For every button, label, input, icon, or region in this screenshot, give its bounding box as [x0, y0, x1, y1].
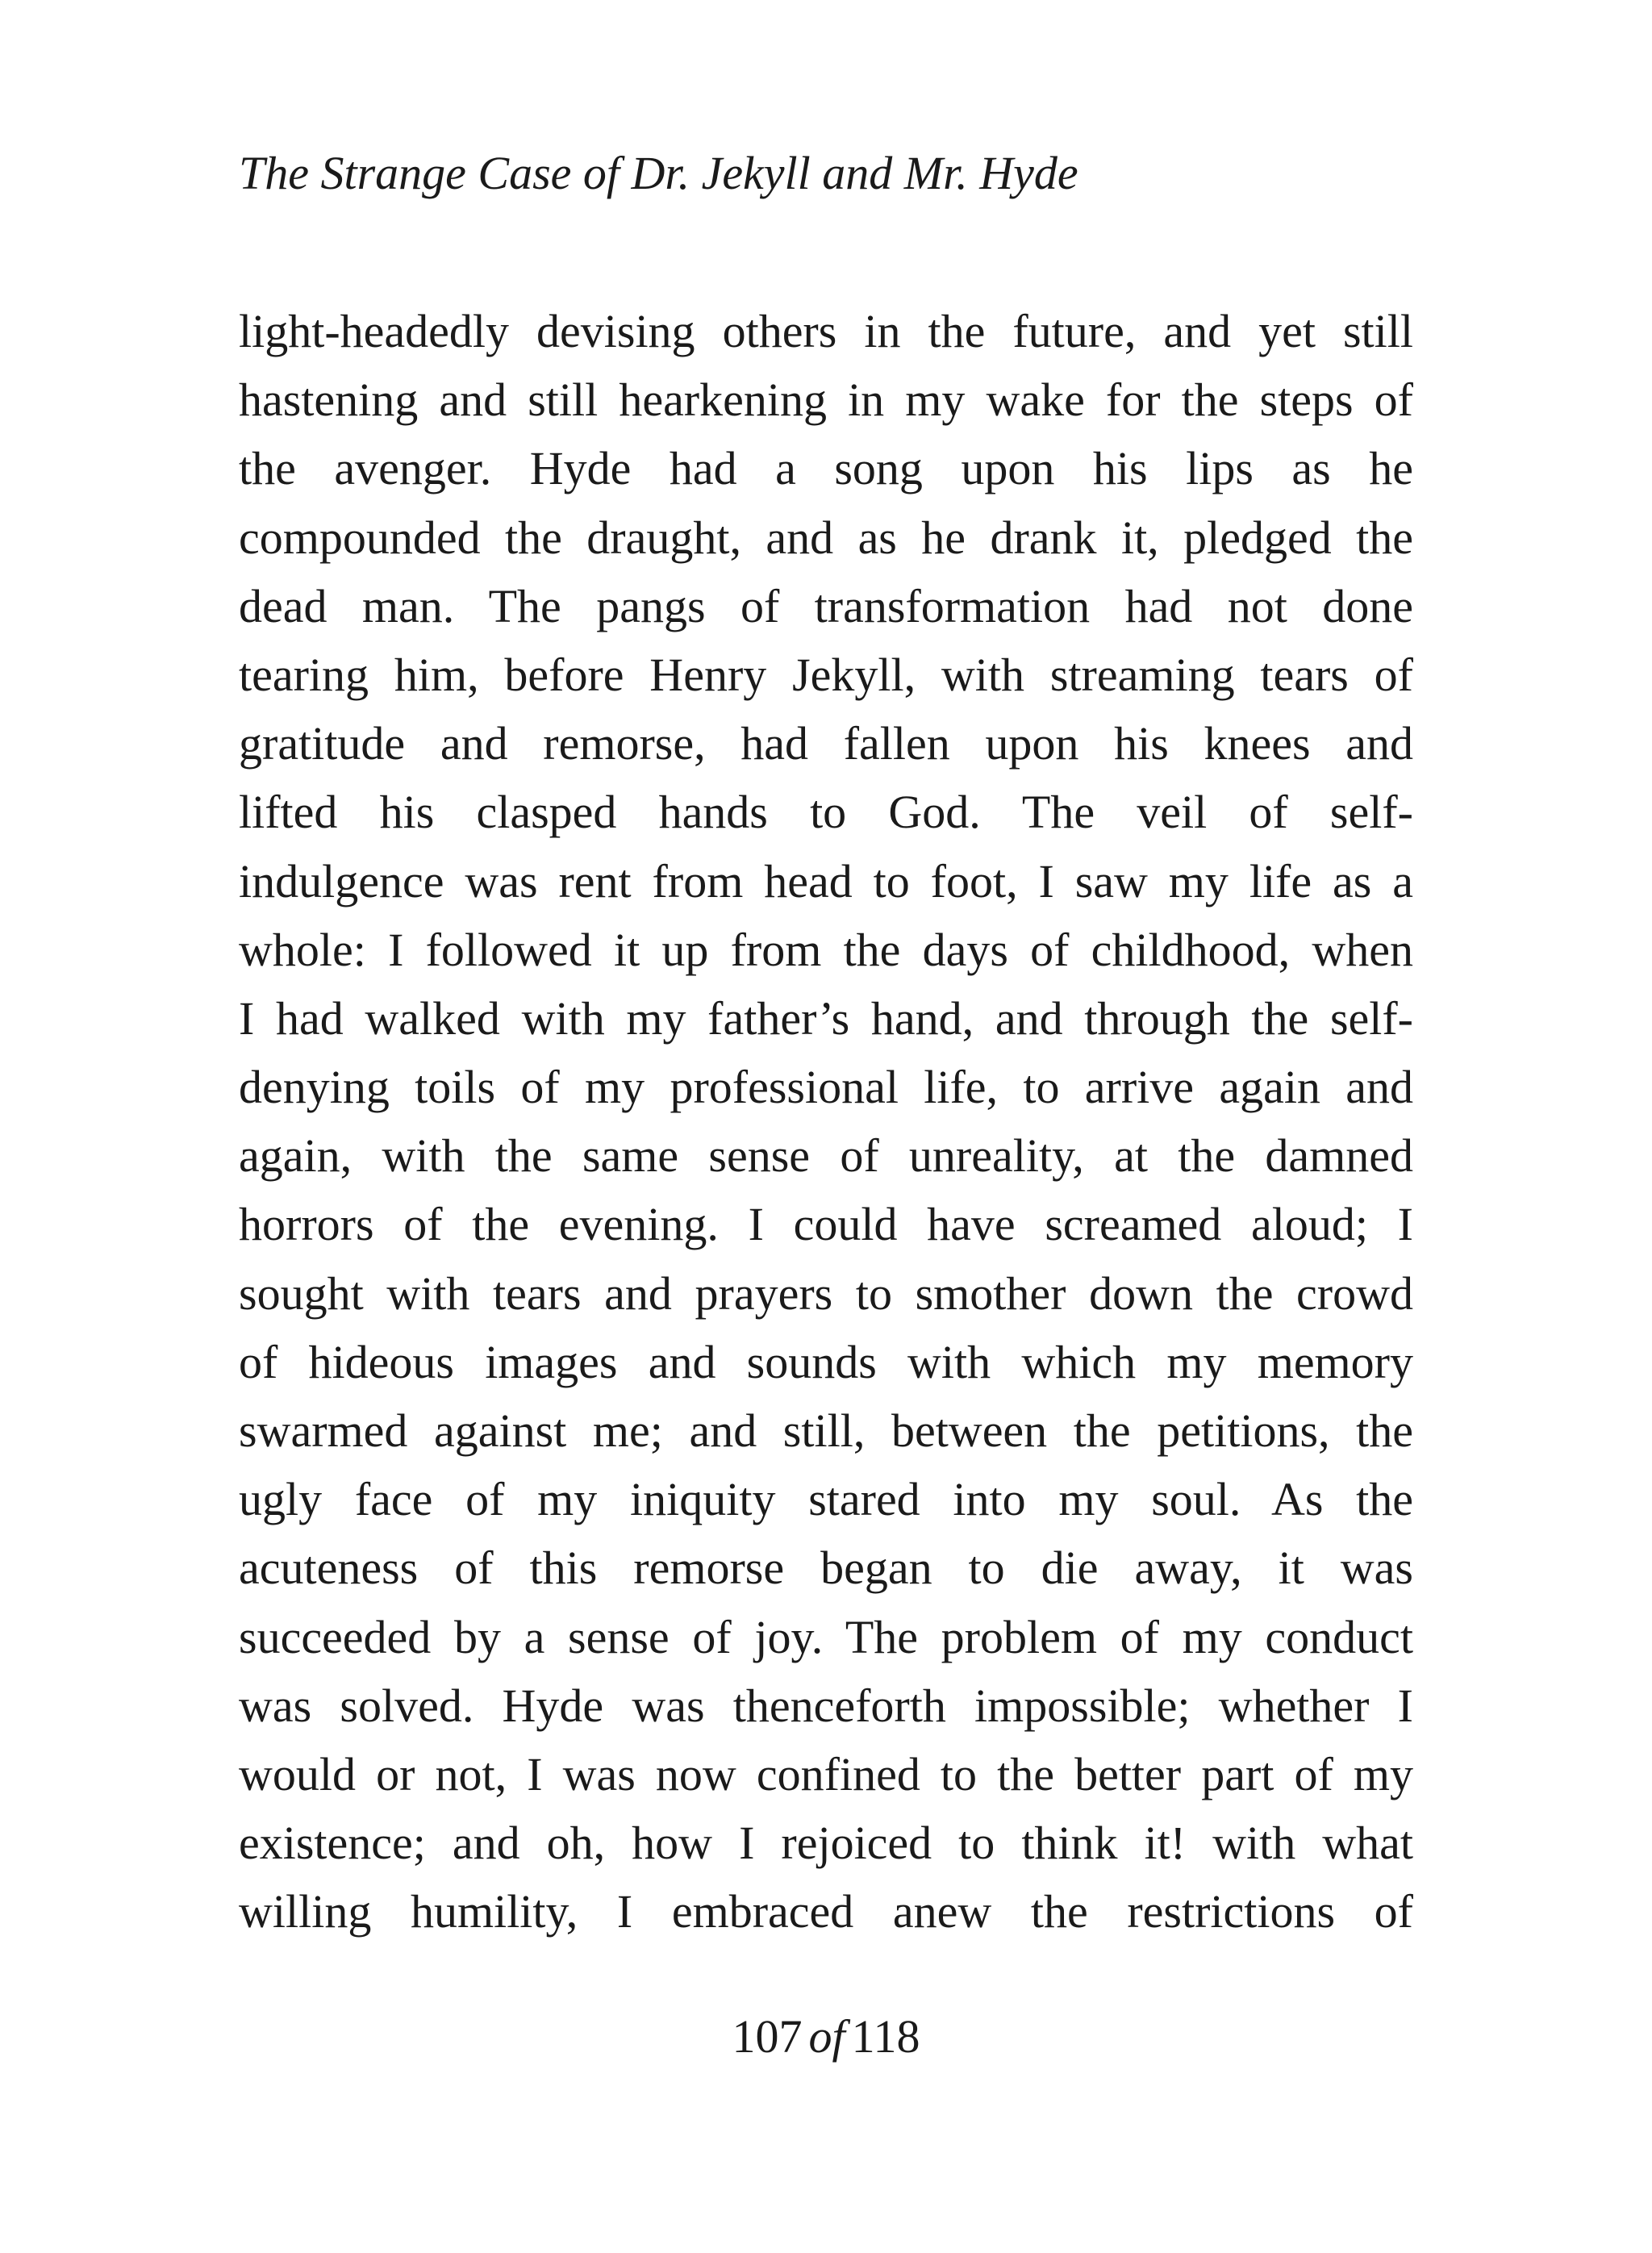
text-line: sought with tears and prayers to smother down the crowd: [239, 1266, 1413, 1320]
text-line: hastening and still hearkening in my wake for the steps of: [239, 373, 1413, 427]
current-page-number: 107: [732, 2010, 803, 2063]
text-line: acuteness of this remorse began to die away, it was: [239, 1542, 1413, 1595]
total-pages-number: 118: [851, 2010, 920, 2063]
text-line: I had walked with my father’s hand, and through the self-: [239, 991, 1413, 1045]
text-line: dead man. The pangs of transformation had not done: [239, 579, 1413, 632]
text-line: would or not, I was now confined to the better part of my: [239, 1747, 1413, 1800]
running-header-title: The Strange Case of Dr. Jekyll and Mr. Hyde: [239, 147, 1078, 199]
text-line: succeeded by a sense of joy. The problem of my conduct: [239, 1610, 1413, 1663]
text-line: light-headedly devising others in the future, and yet still: [239, 305, 1413, 357]
text-line: willing humility, I embraced anew the restrictions of: [239, 1885, 1413, 1938]
text-line: whole: I followed it up from the days of childhood, when: [239, 923, 1413, 976]
text-line: was solved. Hyde was thenceforth impossible; whether I: [239, 1679, 1413, 1732]
text-line: again, with the same sense of unreality, at the damned: [239, 1129, 1413, 1183]
text-line: denying toils of my professional life, to arrive again and: [239, 1061, 1413, 1114]
page-of-label: of: [808, 2010, 845, 2063]
text-line: compounded the draught, and as he drank it, pledged the: [239, 511, 1413, 564]
text-line: indulgence was rent from head to foot, I saw my life as a: [239, 854, 1413, 907]
text-line: horrors of the evening. I could have screamed aloud; I: [239, 1198, 1413, 1251]
text-line: the avenger. Hyde had a song upon his lips as he: [239, 442, 1413, 495]
text-line: ugly face of my iniquity stared into my soul. As the: [239, 1473, 1413, 1526]
text-line: existence; and oh, how I rejoiced to think it! with what: [239, 1817, 1413, 1870]
text-line: tearing him, before Henry Jekyll, with streaming tears of: [239, 648, 1413, 701]
text-line: gratitude and remorse, had fallen upon his knees and: [239, 717, 1413, 770]
text-line: of hideous images and sounds with which my memory: [239, 1335, 1413, 1388]
body-text: [239, 297, 1413, 1946]
text-line: swarmed against me; and still, between the petitions, the: [239, 1404, 1413, 1457]
text-line: lifted his clasped hands to God. The veil of self-: [239, 786, 1413, 839]
page-number: [0, 2009, 1652, 2065]
